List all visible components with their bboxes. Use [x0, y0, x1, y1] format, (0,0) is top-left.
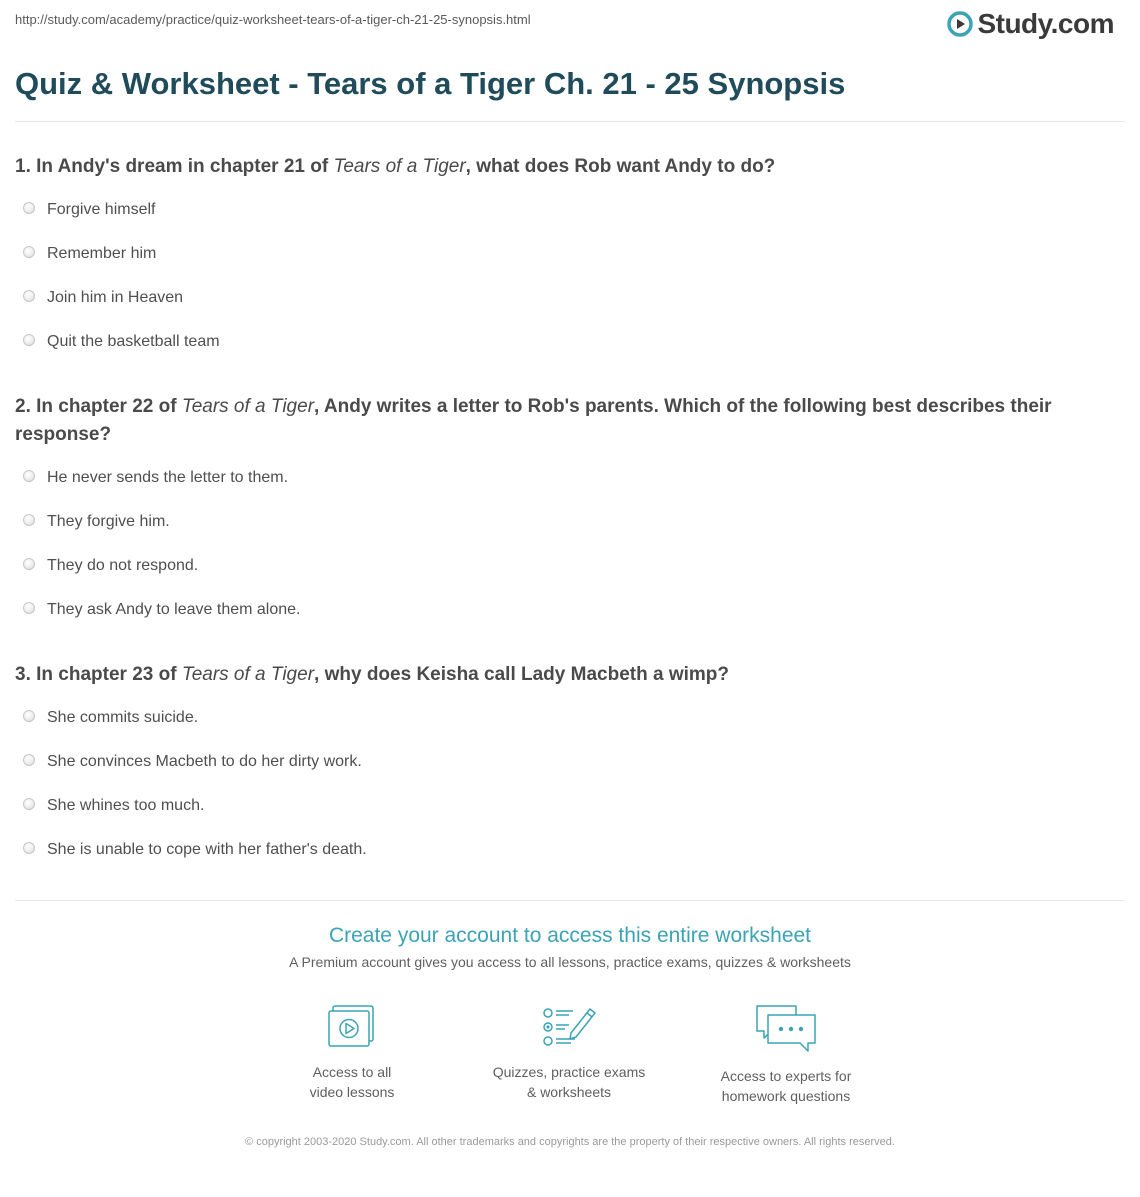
quiz-checklist-icon [541, 1003, 597, 1049]
radio-button[interactable] [23, 798, 35, 810]
answer-option[interactable]: Quit the basketball team [15, 320, 1115, 364]
answer-option[interactable]: They do not respond. [15, 544, 1115, 588]
feature-label: Access to experts for homework questions [720, 1068, 852, 1104]
feature-video-lessons [252, 1003, 452, 1102]
feature-quizzes [469, 1003, 669, 1102]
radio-button[interactable] [23, 334, 35, 346]
radio-button[interactable] [23, 514, 35, 526]
answer-option[interactable]: She is unable to cope with her father's death. [15, 828, 1115, 872]
feature-experts [686, 1003, 886, 1106]
radio-button[interactable] [23, 842, 35, 854]
answer-option[interactable]: Remember him [15, 232, 1115, 276]
question-text: 1. In Andy's dream in chapter 21 of Tears of a Tiger, what does Rob want Andy to do? [15, 156, 776, 177]
answer-option[interactable]: He never sends the letter to them. [15, 456, 1115, 500]
study-logo[interactable] [947, 8, 1114, 40]
book-title: Tears of a Tiger [181, 396, 315, 417]
answer-option[interactable]: She commits suicide. [15, 696, 1115, 740]
question-3 [15, 661, 1115, 872]
play-circle-icon [947, 11, 973, 37]
logo-text: Study.com [977, 8, 1114, 39]
feature-label: Access to all video lessons [309, 1064, 395, 1100]
feature-label: Quizzes, practice exams & worksheets [492, 1064, 646, 1100]
title-divider [15, 121, 1125, 122]
radio-button[interactable] [23, 710, 35, 722]
answer-option[interactable]: They forgive him. [15, 500, 1115, 544]
section-divider [15, 900, 1125, 901]
top-bar [0, 0, 1140, 48]
radio-button[interactable] [23, 754, 35, 766]
radio-button[interactable] [23, 558, 35, 570]
answer-option[interactable]: She whines too much. [15, 784, 1115, 828]
answer-options [15, 188, 1115, 364]
page-title: Quiz & Worksheet - Tears of a Tiger Ch. 21 - 25 Synopsis [15, 66, 846, 101]
question-2 [15, 393, 1115, 632]
radio-button[interactable] [23, 602, 35, 614]
radio-button[interactable] [23, 290, 35, 302]
answer-options [15, 456, 1115, 632]
question-text: 2. In chapter 22 of Tears of a Tiger, Andy writes a letter to Rob's parents. Which of the following best describes their response? [15, 396, 1052, 445]
book-title: Tears of a Tiger [181, 664, 315, 685]
radio-button[interactable] [23, 202, 35, 214]
radio-button[interactable] [23, 246, 35, 258]
answer-options [15, 696, 1115, 872]
answer-option[interactable]: She convinces Macbeth to do her dirty work. [15, 740, 1115, 784]
cta-title[interactable]: Create your account to access this entire worksheet [328, 924, 812, 947]
question-1 [15, 153, 1115, 364]
video-lessons-icon [326, 1003, 378, 1049]
answer-option[interactable]: Join him in Heaven [15, 276, 1115, 320]
page-url[interactable]: http://study.com/academy/practice/quiz-worksheet-tears-of-a-tiger-ch-21-25-synopsis.html [15, 12, 531, 27]
answer-option[interactable]: Forgive himself [15, 188, 1115, 232]
chat-bubbles-icon [754, 1003, 818, 1053]
radio-button[interactable] [23, 470, 35, 482]
copyright-notice: © copyright 2003-2020 Study.com. All other trademarks and copyrights are the property of their respective owners. All rights reserved. [245, 1136, 895, 1148]
cta-subtitle: A Premium account gives you access to all lessons, practice exams, quizzes & worksheets [289, 954, 851, 970]
book-title: Tears of a Tiger [333, 156, 466, 177]
question-text: 3. In chapter 23 of Tears of a Tiger, why does Keisha call Lady Macbeth a wimp? [15, 664, 729, 685]
answer-option[interactable]: They ask Andy to leave them alone. [15, 588, 1115, 632]
